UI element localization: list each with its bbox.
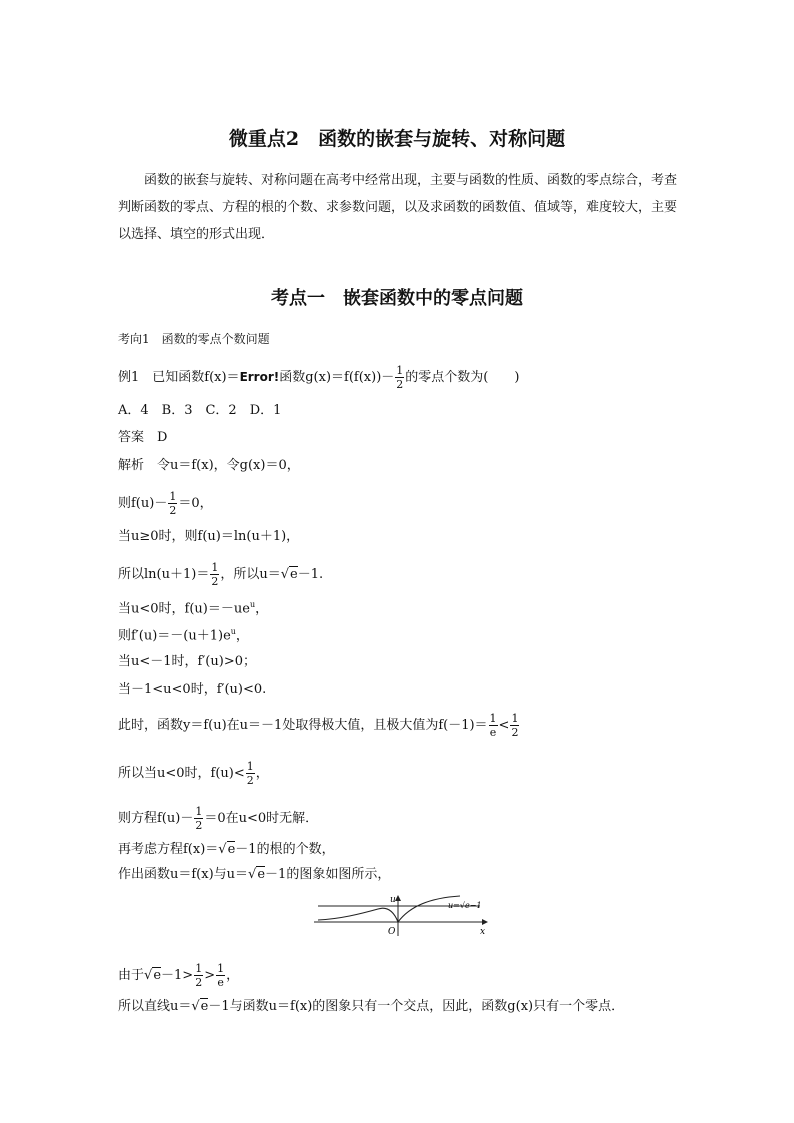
- solution-line-9: 此时，函数y＝f(u)在u＝－1处取得极大值，且极大值为f(－1)＝ $\frac{1}{e}$ < $\frac{1}{2}$: [118, 712, 519, 739]
- error-placeholder: Error!: [239, 370, 280, 384]
- solution-line-8: 当－1<u<0时，f′(u)<0.: [118, 682, 267, 697]
- page-title: 微重点2 函数的嵌套与旋转、对称问题: [228, 128, 566, 150]
- section-heading: 考点一 嵌套函数中的零点问题: [271, 288, 523, 309]
- solution-line-12: 再考虑方程f(x)＝√e－1的根的个数，: [118, 842, 335, 857]
- solution-line-1: 解析 令u＝f(x)，令g(x)＝0，: [118, 458, 300, 473]
- function-graph-figure: [310, 890, 490, 940]
- u-axis-label: u: [390, 895, 396, 905]
- solution-line-11: 则方程f(u)－ $\frac{1}{2}$ ＝0在u<0时无解．: [118, 805, 319, 832]
- solution-line-7: 当u<－1时，f′(u)>0；: [118, 654, 256, 669]
- solution-line-6: 则$f'(u)=-(u+1)e^u$，: [118, 627, 249, 644]
- answer: 答案 D: [118, 430, 168, 445]
- intro-paragraph: 函数的嵌套与旋转、对称问题在高考中经常出现，主要与函数的性质、函数的零点综合，考查判断函数的零点、方程的根的个数、求参数问题，以及求函数的函数值、值域等，难度较大，主要以选择、填空的形式出现．: [118, 173, 678, 242]
- subsection-heading: 考向1 函数的零点个数问题: [118, 332, 270, 346]
- choices: A．4 B．3 C．2 D．1: [118, 403, 282, 418]
- x-axis-label: x: [480, 927, 486, 937]
- solution-line-4: 所以ln(u＋1)＝ $\frac{1}{2}$ ，所以u＝√e－1.: [118, 561, 324, 588]
- solution-line-3: 当u≥0时，则f(u)＝ln(u＋1)，: [118, 529, 300, 544]
- example-statement: 例1 已知函数f(x)＝Error!函数g(x)＝f(f(x))－ $\frac{1}{2}$ 的零点个数为( ): [118, 364, 520, 391]
- solution-line-2: 则f(u)－ $\frac{1}{2}$ ＝0，: [118, 490, 213, 517]
- solution-line-5: 当u<0时，$f(u)=-ue^u$，: [118, 600, 269, 617]
- line-label: u=√e−1: [448, 901, 482, 910]
- solution-line-15: 所以直线u＝√e－1与函数u＝f(x)的图象只有一个交点，因此，函数g(x)只有一个零点．: [118, 999, 625, 1014]
- solution-line-13: 作出函数u＝f(x)与u＝√e－1的图象如图所示，: [118, 867, 391, 882]
- solution-line-14: 由于√e－1> $\frac{1}{2}$ > $\frac{1}{e}$ ，: [118, 962, 240, 989]
- origin-label: O: [388, 927, 396, 937]
- solution-line-10: 所以当u<0时，f(u)< $\frac{1}{2}$ ，: [118, 760, 269, 787]
- fraction: $\frac{1}{2}$: [396, 364, 404, 391]
